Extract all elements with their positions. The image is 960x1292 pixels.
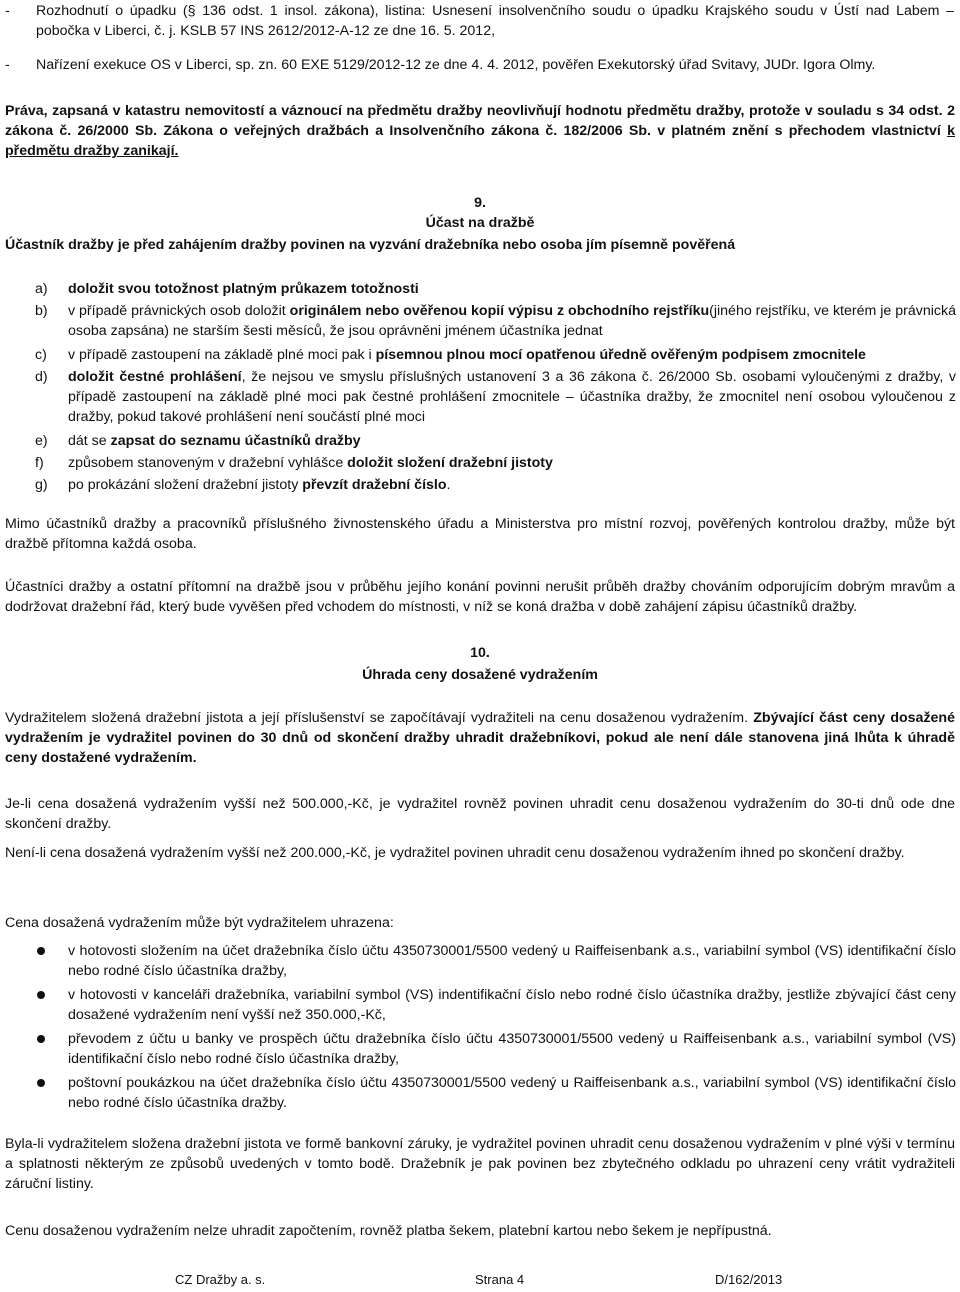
payment-method-item: poštovní poukázkou na účet dražebníka číslo účtu 4350730001/5500 vedený u Raiffeisenbank a.s., variabilní symbol (VS) identifikační číslo nebo rodné číslo účastníka dražby. (68, 1075, 956, 1111)
item-text: (jiného rejstříku, ve kterém je právnická osoba zapsána) ne starším šesti měsíců, že jsou oprávněni jménem účastníka jednat (68, 303, 956, 339)
section-10-title: Úhrada ceny dosažené vydražením (362, 667, 598, 683)
item-text: v případě právnických osob doložit (68, 303, 290, 319)
participant-requirement-item (68, 453, 956, 473)
bullet-icon (37, 1079, 45, 1087)
list-item-label: g) (35, 477, 48, 493)
payment-method-item: převodem z účtu u banky ve prospěch účtu dražebníka číslo účtu 4350730001/5500 vedený u Raiffeisenbank a.s., variabilní symbol (VS) identifikační číslo nebo rodné číslo účastníka dražby, (68, 1031, 956, 1067)
emphasis-text: doložit složení dražební jistoty (347, 455, 553, 471)
section-9-number: 9. (474, 195, 486, 211)
section-10-paragraph-2: Je-li cena dosažená vydražením vyšší než 500.000,-Kč, je vydražitel rovněž povinen uhradit cenu dosaženou vydražením do 30-ti dnů ode dne skončení dražby. (5, 796, 955, 832)
list-item-insolvency: Rozhodnutí o úpadku (§ 136 odst. 1 insol. zákona), listina: Usnesení insolvenčního soudu o úpadku Krajského soudu v Ústí nad Labem – pobočka v Liberci, č. j. KSLB 57 INS 2612/2012-A-12 ze dne 16. 5. 2012, (36, 3, 954, 39)
list-item-label: b) (35, 303, 48, 319)
item-text: způsobem stanoveným v dražební vyhlášce (68, 455, 348, 471)
emphasis-text: doložit svou totožnost platným průkazem totožnosti (68, 281, 419, 297)
list-item-label: a) (35, 281, 48, 297)
payment-deadline-text: Zbývající část ceny dosažené vydražením je vydražitel povinen do 30 dnů od skončení dražby uhradit dražebníkovi, pokud ale není dále stanovena jiná lhůta k úhradě ceny dostažené vydražením. (5, 710, 955, 766)
emphasis-text: převzít dražební číslo (302, 477, 447, 493)
item-text: , že nejsou ve smyslu příslušných ustanovení 3 a 36 zákona č. 26/2000 Sb. osobami vyloučenými z dražby, v případě zastoupení na základě plné moci pak čestné prohlášení zmocnitele – účastníka dražby, že zmocnitel není osobou vyloučenou z dražby, pokud takové prohlášení není součástí plné moci (68, 369, 956, 425)
footer-company: CZ Dražby a. s. (175, 1272, 266, 1287)
participant-requirement-item (68, 431, 956, 451)
emphasis-text: písemnou plnou mocí opatřenou úředně ověřeným podpisem zmocnitele (375, 347, 866, 363)
section-10-paragraph-3: Není-li cena dosažená vydražením vyšší než 200.000,-Kč, je vydražitel povinen uhradit cenu dosaženou vydražením ihned po skončení dražby. (5, 845, 905, 861)
participant-requirement-item (68, 475, 956, 495)
section-10-paragraph-4: Cena dosažená vydražením může být vydražitelem uhrazena: (5, 915, 394, 931)
rights-paragraph (5, 101, 955, 161)
item-text: v případě zastoupení na základě plné moci pak i (68, 347, 376, 363)
payment-method-item: v hotovosti složením na účet dražebníka číslo účtu 4350730001/5500 vedený u Raiffeisenbank a.s., variabilní symbol (VS) identifikační číslo nebo rodné číslo účastníka dražby, (68, 943, 956, 979)
emphasis-text: doložit čestné prohlášení (68, 369, 242, 385)
item-text: dát se (68, 433, 111, 449)
section-9-paragraph-2: Účastníci dražby a ostatní přítomní na dražbě jsou v průběhu jejího konání povinni nerušit průběh dražby chováním odporujícím dobrým mravům a dodržovat dražební řád, který bude vyvěšen před vchodem do místnosti, v níž se koná dražba v době zahájení zápisu účastníků dražby. (5, 579, 955, 615)
bullet-icon (37, 1035, 45, 1043)
list-dash: - (5, 57, 10, 73)
list-item-label: c) (35, 347, 47, 363)
item-text: po prokázání složení dražební jistoty (68, 477, 303, 493)
bullet-icon (37, 991, 45, 999)
payment-method-item: v hotovosti v kanceláři dražebníka, variabilní symbol (VS) indentifikační číslo nebo rodné číslo účastníka dražby, jestliže zbývající část ceny dosažené vydražením není vyšší než 350.000,-Kč, (68, 987, 956, 1023)
participant-requirement-item (68, 301, 956, 341)
participant-requirement-item (68, 279, 956, 299)
list-item-label: d) (35, 369, 48, 385)
participant-requirement-item (68, 367, 956, 427)
section-10-paragraph-6: Cenu dosaženou vydražením nelze uhradit započtením, rovněž platba šekem, platební kartou nebo šekem je nepřípustná. (5, 1223, 772, 1239)
list-item-execution: Nařízení exekuce OS v Liberci, sp. zn. 60 EXE 5129/2012-12 ze dne 4. 4. 2012, pověřen Exekutorský úřad Svitavy, JUDr. Igora Olmy. (36, 57, 876, 73)
bullet-icon (37, 947, 45, 955)
list-item-label: e) (35, 433, 48, 449)
footer-document-id: D/162/2013 (715, 1272, 783, 1287)
emphasis-text: originálem nebo ověřenou kopií výpisu z obchodního rejstříku (289, 303, 710, 319)
list-item-label: f) (35, 455, 44, 471)
section-10-paragraph-5: Byla-li vydražitelem složena dražební jistota ve formě bankovní záruky, je vydražitel povinen uhradit cenu dosaženou vydražením v plné výši v termínu a splatnosti některým ze způsobů uvedených v tomto bodě. Dražebník je pak povinen bez zbytečného odkladu po uhrazení ceny vrátit vydražiteli záruční listiny. (5, 1136, 955, 1192)
rights-text: Práva, zapsaná v katastru nemovitostí a váznoucí na předmětu dražby neovlivňují hodnotu předmětu dražby, protože v souladu s 34 odst. 2 zákona č. 26/2000 Sb. Zákona o veřejných dražbách a Insolvenčního zákona č. 182/2006 Sb. v platném znění s přechodem vlastnictví (5, 103, 955, 139)
section-9-title: Účast na dražbě (425, 215, 535, 231)
section-9-intro: Účastník dražby je před zahájením dražby povinen na vyzvání dražebníka nebo osoba jím písemně pověřená (5, 237, 736, 253)
section-9-paragraph-1: Mimo účastníků dražby a pracovníků příslušného živnostenského úřadu a Ministerstva pro místní rozvoj, pověřených kontrolou dražby, může být dražbě přítomna každá osoba. (5, 516, 955, 552)
rights-underlined-text: k předmětu dražby zanikají. (5, 123, 955, 159)
item-text: . (446, 477, 451, 493)
footer-page-number: Strana 4 (475, 1272, 525, 1287)
payment-text: Vydražitelem složená dražební jistota a její příslušenství se započítávají vydražiteli na cenu dosaženou vydražením. (5, 710, 754, 726)
participant-requirement-item (68, 345, 956, 365)
section-10-paragraph-1 (5, 708, 955, 768)
list-dash: - (5, 3, 10, 19)
section-10-number: 10. (470, 645, 490, 661)
emphasis-text: zapsat do seznamu účastníků dražby (110, 433, 361, 449)
